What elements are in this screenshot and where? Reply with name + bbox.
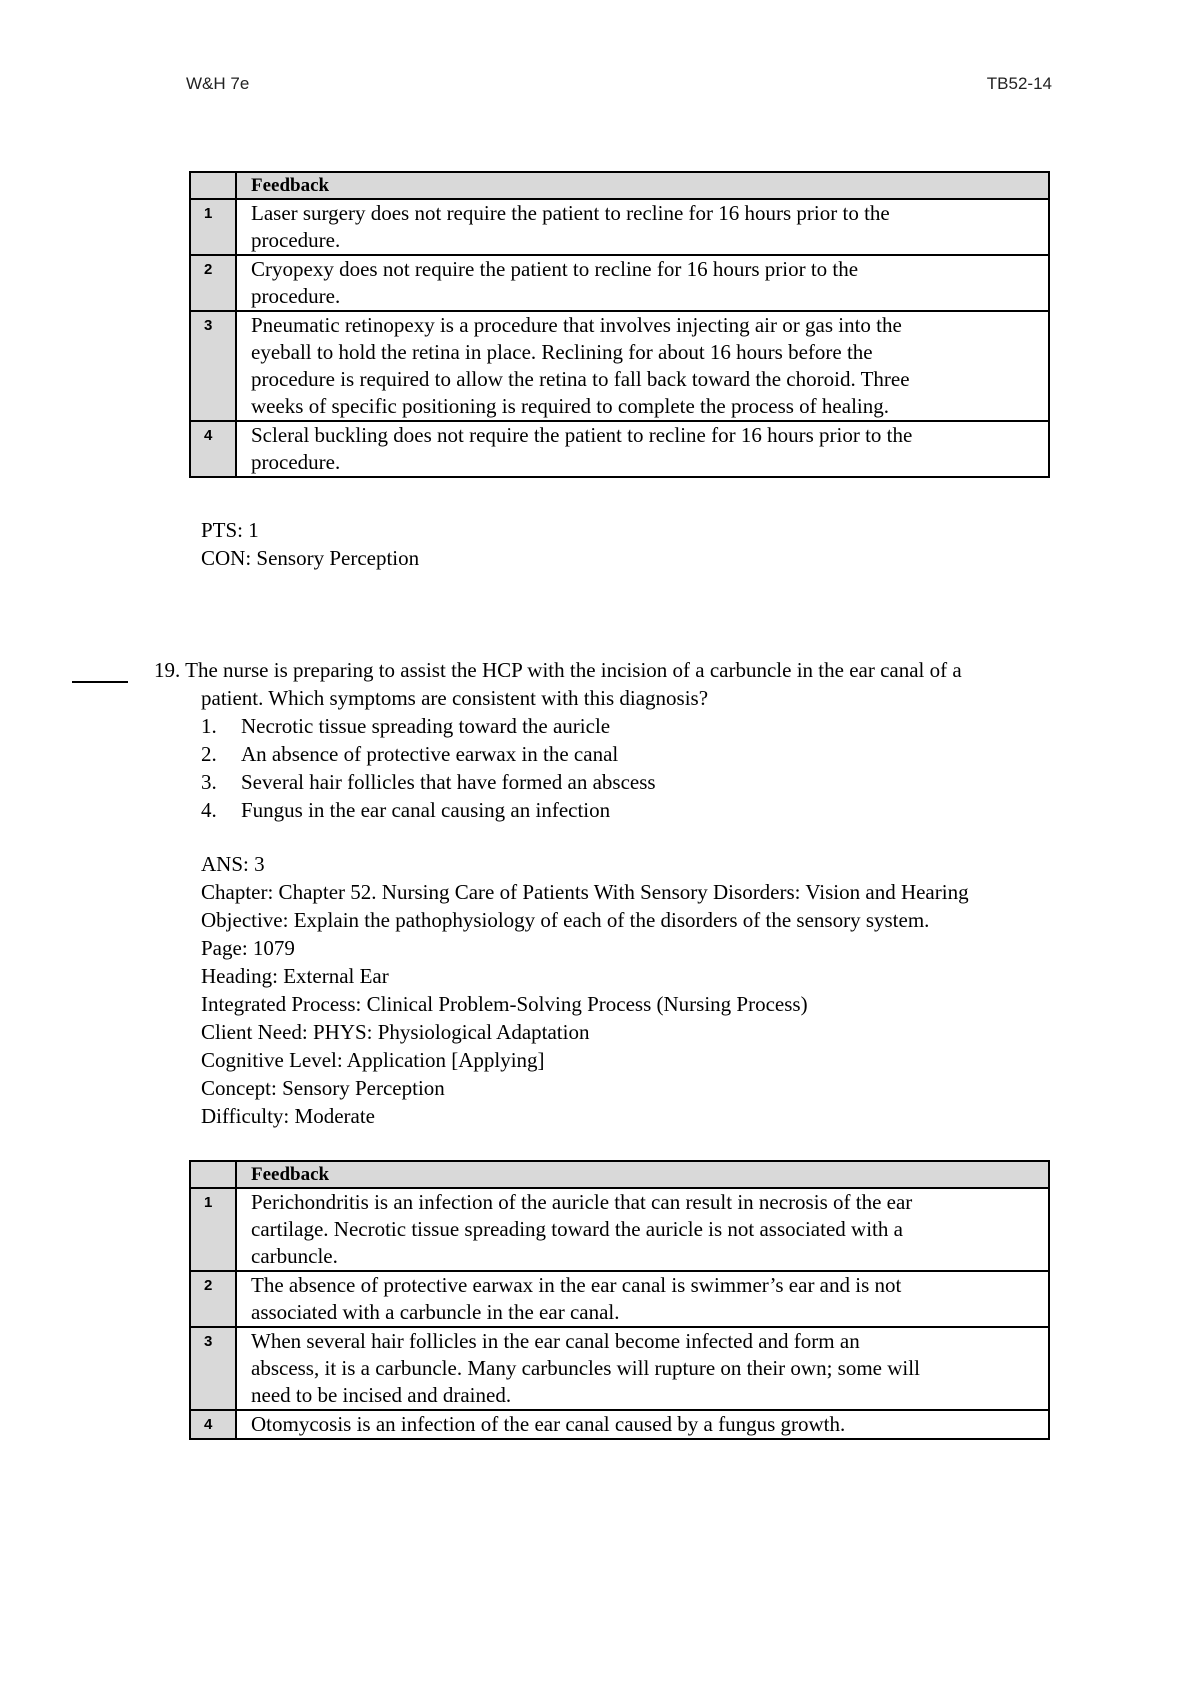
feedback-table-previous — [189, 171, 1050, 478]
feedback-row-number: 2 — [190, 255, 236, 311]
feedback-row — [190, 311, 1049, 421]
objective-line: Objective: Explain the pathophysiology of each of the disorders of the sensory system. — [201, 908, 930, 932]
feedback-row — [190, 421, 1049, 477]
feedback-number-header-cell — [190, 1161, 236, 1188]
feedback-line: The absence of protective earwax in the ear canal is swimmer’s ear and is not — [251, 1273, 902, 1297]
cognitive-level-line: Cognitive Level: Application [Applying] — [201, 1048, 545, 1072]
option-number: 1. — [201, 714, 217, 738]
feedback-row-text — [236, 255, 1049, 311]
feedback-row-number: 4 — [190, 1410, 236, 1439]
feedback-line: need to be incised and drained. — [251, 1383, 512, 1407]
feedback-line: Otomycosis is an infection of the ear canal caused by a fungus growth. — [251, 1412, 846, 1436]
question-metadata — [201, 850, 969, 1130]
feedback-line: When several hair follicles in the ear canal become infected and form an — [251, 1329, 860, 1353]
question-stem-continued: patient. Which symptoms are consistent with this diagnosis? — [201, 686, 709, 710]
answer-option — [154, 796, 1114, 824]
feedback-row-text — [236, 1271, 1049, 1327]
option-number: 3. — [201, 770, 217, 794]
feedback-row-text — [236, 421, 1049, 477]
feedback-table-question-19 — [189, 1160, 1050, 1440]
feedback-row — [190, 1410, 1049, 1439]
feedback-row-number: 1 — [190, 199, 236, 255]
feedback-line: Perichondritis is an infection of the auricle that can result in necrosis of the ear — [251, 1190, 913, 1214]
option-text: Fungus in the ear canal causing an infection — [241, 798, 611, 822]
heading-line: Heading: External Ear — [201, 964, 389, 988]
feedback-heading: Feedback — [236, 1161, 1049, 1188]
page-line: Page: 1079 — [201, 936, 295, 960]
feedback-row — [190, 1327, 1049, 1410]
option-number: 2. — [201, 742, 217, 766]
question-19 — [154, 656, 1114, 824]
option-text: An absence of protective earwax in the canal — [241, 742, 619, 766]
integrated-process-line: Integrated Process: Clinical Problem-Solving Process (Nursing Process) — [201, 992, 808, 1016]
client-need-line: Client Need: PHYS: Physiological Adaptation — [201, 1020, 590, 1044]
feedback-line: abscess, it is a carbuncle. Many carbuncles will rupture on their own; some will — [251, 1356, 920, 1380]
feedback-table-header-row — [190, 172, 1049, 199]
option-number: 4. — [201, 798, 217, 822]
chapter-line: Chapter: Chapter 52. Nursing Care of Patients With Sensory Disorders: Vision and Hearing — [201, 880, 969, 904]
answer-option — [154, 768, 1114, 796]
concept-line: CON: Sensory Perception — [201, 546, 420, 570]
feedback-row-text — [236, 311, 1049, 421]
feedback-row-number: 3 — [190, 1327, 236, 1410]
feedback-row-number: 2 — [190, 1271, 236, 1327]
feedback-number-header-cell — [190, 172, 236, 199]
feedback-line: procedure. — [251, 284, 341, 308]
feedback-line: weeks of specific positioning is required to complete the process of healing. — [251, 394, 889, 418]
feedback-row — [190, 199, 1049, 255]
answer-line: ANS: 3 — [201, 852, 265, 876]
feedback-line: procedure. — [251, 228, 341, 252]
feedback-line: cartilage. Necrotic tissue spreading toward the auricle is not associated with a — [251, 1217, 903, 1241]
feedback-line: Pneumatic retinopexy is a procedure that involves injecting air or gas into the — [251, 313, 902, 337]
feedback-table-header-row — [190, 1161, 1049, 1188]
feedback-line: eyeball to hold the retina in place. Reclining for about 16 hours before the — [251, 340, 873, 364]
answer-option — [154, 740, 1114, 768]
feedback-row — [190, 1188, 1049, 1271]
feedback-row-text — [236, 1188, 1049, 1271]
feedback-row-number: 3 — [190, 311, 236, 421]
feedback-line: carbuncle. — [251, 1244, 338, 1268]
feedback-line: Scleral buckling does not require the patient to recline for 16 hours prior to the — [251, 423, 913, 447]
feedback-line: procedure is required to allow the retina to fall back toward the choroid. Three — [251, 367, 910, 391]
feedback-row-text — [236, 1327, 1049, 1410]
running-header-left: W&H 7e — [186, 74, 250, 93]
feedback-row-number: 1 — [190, 1188, 236, 1271]
difficulty-line: Difficulty: Moderate — [201, 1104, 375, 1128]
points-line: PTS: 1 — [201, 518, 259, 542]
feedback-line: procedure. — [251, 450, 341, 474]
feedback-line: Cryopexy does not require the patient to recline for 16 hours prior to the — [251, 257, 859, 281]
feedback-row-text — [236, 199, 1049, 255]
answer-options — [154, 712, 1114, 824]
feedback-row-text — [236, 1410, 1049, 1439]
option-text: Several hair follicles that have formed an abscess — [241, 770, 656, 794]
previous-question-meta — [201, 516, 419, 572]
concept-line: Concept: Sensory Perception — [201, 1076, 445, 1100]
feedback-row — [190, 1271, 1049, 1327]
answer-option — [154, 712, 1114, 740]
option-text: Necrotic tissue spreading toward the auricle — [241, 714, 611, 738]
running-header-right: TB52-14 — [986, 74, 1052, 93]
feedback-line: Laser surgery does not require the patient to recline for 16 hours prior to the — [251, 201, 890, 225]
question-stem: 19. The nurse is preparing to assist the HCP with the incision of a carbuncle in the ear canal of a — [154, 658, 962, 682]
feedback-row — [190, 255, 1049, 311]
feedback-row-number: 4 — [190, 421, 236, 477]
feedback-line: associated with a carbuncle in the ear canal. — [251, 1300, 620, 1324]
answer-blank — [72, 681, 128, 683]
feedback-heading: Feedback — [236, 172, 1049, 199]
